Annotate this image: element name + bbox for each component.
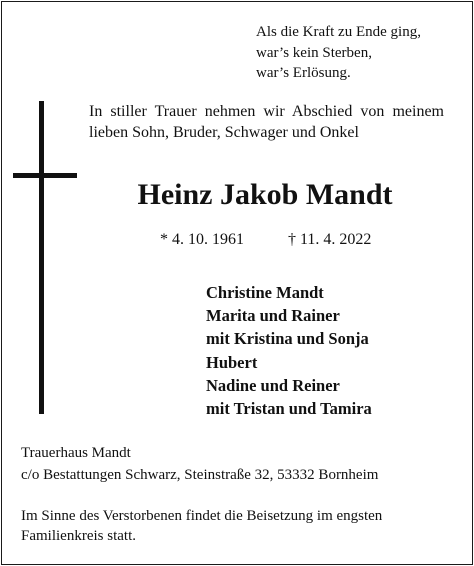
poem-line: war’s kein Sterben,	[256, 44, 372, 61]
address-block	[21, 442, 378, 486]
mourners-list	[206, 281, 372, 420]
mourner-line: mit Tristan und Tamira	[206, 399, 372, 419]
poem-line: Als die Kraft zu Ende ging,	[256, 24, 421, 40]
poem-block	[256, 22, 421, 84]
mourning-house: Trauerhaus Mandt	[21, 445, 131, 461]
death-date: † 11. 4. 2022	[288, 231, 372, 248]
mourner-line: Christine Mandt	[206, 283, 324, 302]
birth-date: * 4. 10. 1961	[160, 231, 244, 248]
deceased-name: Heinz Jakob Mandt	[137, 178, 393, 211]
mourner-line: Nadine und Reiner	[206, 375, 340, 395]
cross-horizontal-bar	[13, 173, 77, 178]
mourner-line: Hubert	[206, 352, 258, 372]
burial-note: Im Sinne des Verstorbenen findet die Beisetzung im engsten Familienkreis statt.	[21, 508, 383, 544]
cross-vertical-bar	[39, 101, 44, 414]
intro-text: In stiller Trauer nehmen wir Abschied von meinem lieben Sohn, Bruder, Schwager und Onkel	[89, 103, 444, 141]
funeral-home-address: c/o Bestattungen Schwarz, Steinstraße 32, 53332 Bornheim	[21, 467, 379, 483]
mourner-line: Marita und Rainer	[206, 306, 340, 326]
poem-line: war’s Erlösung.	[256, 65, 351, 81]
mourner-line: mit Kristina und Sonja	[206, 329, 369, 349]
